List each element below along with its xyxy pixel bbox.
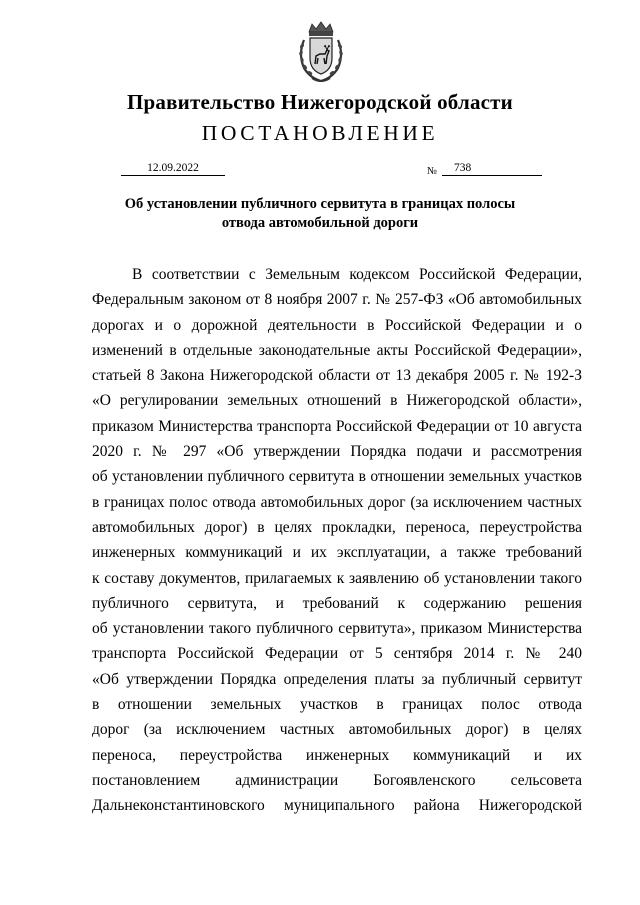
body-line: к составу документов, прилагаемых к заявлению об установлении такого [92, 569, 582, 587]
coat-of-arms-icon [296, 20, 346, 84]
body-line: статьей 8 Закона Нижегородской области от 13 декабря 2005 г. № 192-З [92, 367, 582, 385]
document-body [92, 262, 582, 819]
document-subject [100, 195, 540, 233]
subject-line: Об установлении публичного сервитута в границах полосы [124, 196, 516, 212]
body-line: в границах полос отвода автомобильных дорог (за исключением частных [92, 493, 582, 511]
number-sign: № [427, 166, 438, 177]
body-line: приказом Министерства транспорта Российской Федерации от 10 августа [92, 417, 582, 435]
body-line: «Об утверждении Порядка определения платы за публичный сервитут [92, 670, 582, 688]
document-number: 738 [454, 162, 472, 174]
body-line: инженерных коммуникаций и их эксплуатации, а также требований [92, 544, 582, 562]
body-line: в отношении земельных участков в границах полос отвода [92, 696, 582, 714]
body-line: «О регулировании земельных отношений в Нижегородской области», [92, 392, 582, 410]
document-type: ПОСТАНОВЛЕНИЕ [201, 121, 439, 145]
government-title: Правительство Нижегородской области [127, 90, 513, 114]
document-date: 12.09.2022 [121, 162, 225, 176]
body-line: дорогах и о дорожной деятельности в Российской Федерации и о [92, 316, 582, 334]
body-line: 2020 г. № 297 «Об утверждении Порядка подачи и рассмотрения [92, 443, 582, 461]
body-line: изменений в отдельные законодательные акты Российской Федерации», [92, 341, 582, 359]
subject-line: отвода автомобильной дороги [221, 215, 419, 231]
document-number-field [442, 162, 542, 176]
body-line: переноса, переустройства инженерных коммуникаций и их [92, 746, 582, 764]
body-line: В соответствии с Земельным кодексом Российской Федерации, [132, 266, 582, 283]
body-line: дорог (за исключением частных автомобильных дорог) в целях [92, 721, 582, 739]
body-line: постановлением администрации Богоявленского сельсовета [92, 771, 582, 789]
body-line: Дальнеконстантиновского муниципального района Нижегородской [92, 797, 582, 815]
body-line: транспорта Российской Федерации от 5 сентября 2014 г. № 240 [92, 645, 582, 663]
body-line: публичного сервитута, и требований к содержанию решения [92, 594, 582, 612]
body-line: об установлении публичного сервитута в отношении земельных участков [92, 468, 582, 486]
body-line: Федеральным законом от 8 ноября 2007 г. № 257-ФЗ «Об автомобильных [92, 291, 582, 309]
body-line: автомобильных дорог) в целях прокладки, переноса, переустройства [92, 518, 582, 536]
body-line: об установлении такого публичного сервитута», приказом Министерства [92, 620, 582, 638]
